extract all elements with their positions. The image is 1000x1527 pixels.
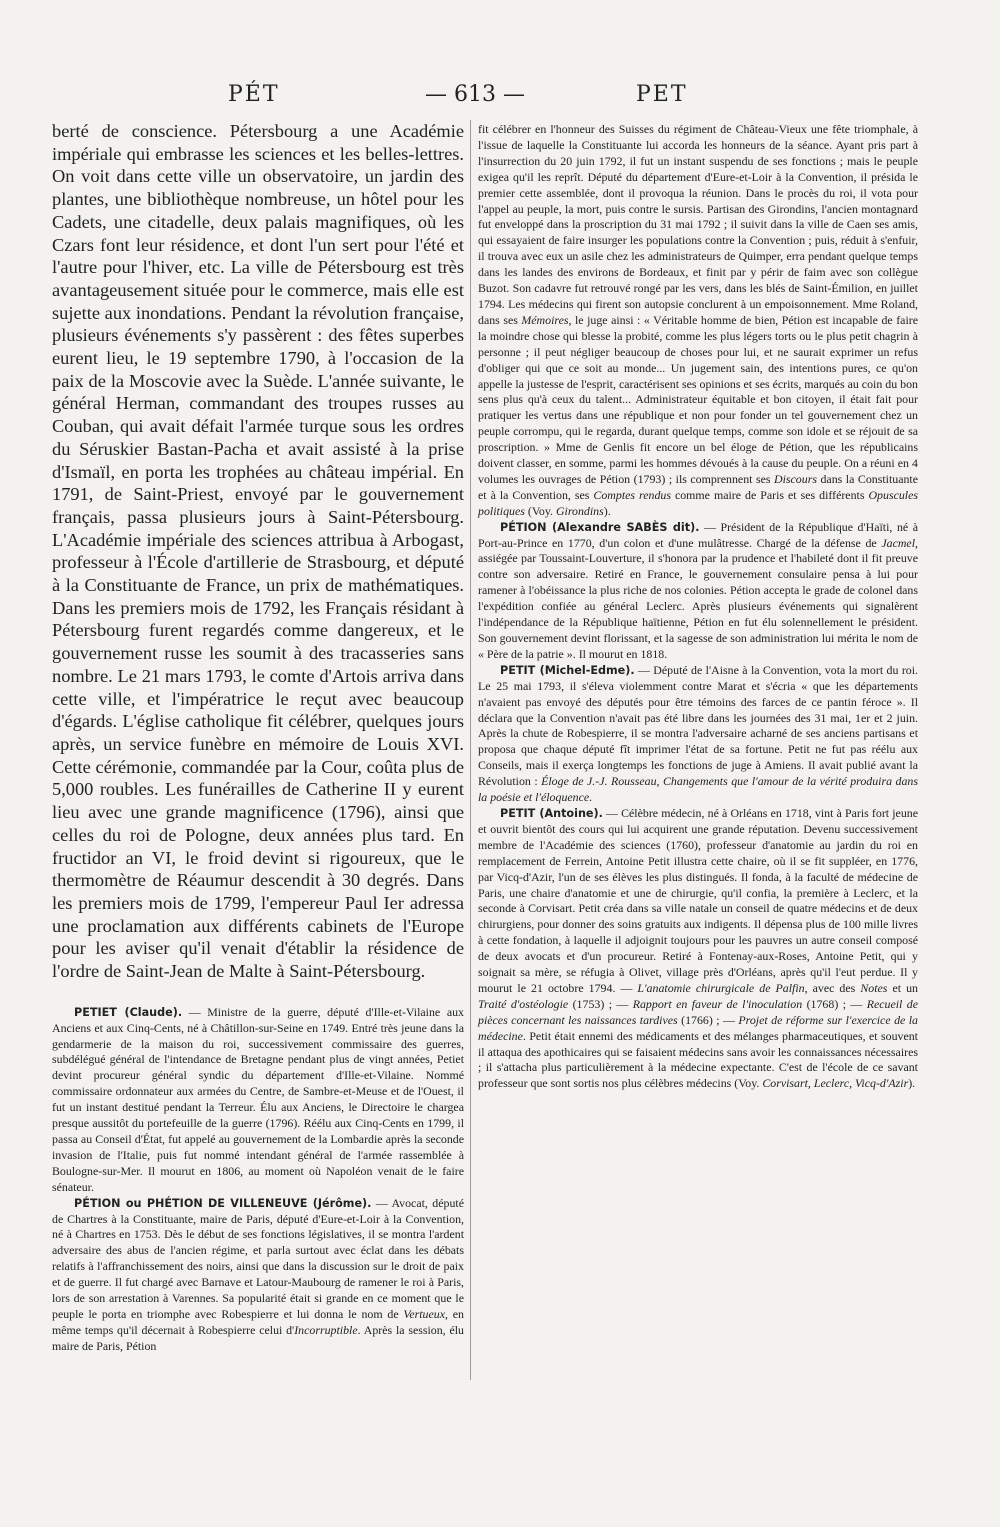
left-column [52, 120, 464, 1355]
petit2-text-f: (1766) ; — [677, 1012, 739, 1027]
entry-petion-text-c: . Après la session, élu maire de Paris, Pétion [52, 1322, 464, 1353]
petion-cont-b: , le juge ainsi : « Véritable homme de bien, Pétion est incapable de faire la moindre chose qui blesse la probité, comme les plus légers torts ou le plus petit chagrin à personne ; il peut négliger beaucoup de choses pour lui, et ne saurait exprimer un refus d'obliger qui que ce soit au monde... Un jugement sain, des intentions pures, ce qu'on appelle la justesse de l'esprit, caractérisent ses opinions et ses écrits, marqués au coin du bon sens plus qu'à ceux du talent... Administrateur équitable et bon citoyen, il était fait pour pratiquer les vertus dans une république et non pour fonder un tel gouvernement chez un peuple corrompu, qui le regarda, durant quelque temps, comme son idole et se réjouit de sa proscription. » Mme de Genlis fit encore un bel éloge de Pétion, que les républicains doivent classer, en somme, parmi les hommes dévoués à la cause du peuple. On a réuni en 4 volumes les ouvrages de Pétion (1793) ; ils comprennent ses [478, 312, 918, 486]
entry-petion-text: — Avocat, député de Chartres à la Constituante, maire de Paris, député d'Eure-et-Loir à la Convention, né à Chartres en 1753. Dès le début de ses fonctions législatives, il se montra l'ardent adversaire des abus de l'ancien régime, et parla surtout avec éclat dans les débats relatifs à l'affranchissement des noirs, ainsi que dans la discussion sur le droit de paix et de guerre. Il fut chargé avec Barnave et Latour-Maubourg de ramener le roi à Paris, lors de son arrestation à Varennes. Sa popularité était si grande en ce moment que le peuple le porta en triomphe avec Robespierre et lui donna le nom de [52, 1195, 464, 1321]
petit2-text-c: et un [887, 980, 919, 995]
entry-petion-continued [478, 122, 918, 520]
petit2-text-g: . Petit était ennemi des médicaments et des mélanges pharmaceutiques, et souvent il attaqua des apothicaires qui se faisaient médecins sans avoir les connaissances nécessaires ; il s'attacha plus particulièrement à la médecine expectante. C'est de l'école de ce savant professeur que sont sortis nos plus célèbres médecins (Voy. [478, 1028, 918, 1091]
headword-petion-sabes: PÉTION (Alexandre SABÈS dit). [500, 520, 700, 534]
right-column [478, 122, 918, 1092]
italic-vertueux: Vertueux [403, 1306, 446, 1321]
entry-petiet [52, 1005, 464, 1196]
petion2-text-a: — Président de la République d'Haïti, né à Port-au-Prince en 1770, d'un colon et d'une mulâtresse. Chargé de la défense de [478, 519, 918, 550]
petit2-text-b: , avec des [804, 980, 861, 995]
italic-comptes-rendus: Comptes rendus [593, 487, 671, 502]
italic-girondins: Girondins [555, 503, 604, 518]
running-header [0, 82, 1000, 112]
italic-recueil: Recueil de pièces concernant les naissances tardives [478, 996, 918, 1027]
entry-petion-text-b: , en même temps qu'il décernait à Robespierre celui d' [52, 1306, 464, 1337]
headword-petiet: PETIET (Claude). [74, 1005, 183, 1019]
petit2-text-h: ). [908, 1076, 916, 1091]
column-divider [470, 120, 471, 1380]
header-right-word: PET [636, 82, 688, 107]
italic-eloge: Éloge de J.-J. Rousseau, Changements que l'amour de la vérité produira dans la poésie et l'éloquence [478, 774, 918, 805]
entry-petit-michel [478, 663, 918, 806]
page-number: — 613 — [425, 82, 525, 107]
headword-petit-antoine: PETIT (Antoine). [500, 806, 603, 820]
italic-notes: Notes [860, 980, 888, 995]
header-left-word: PÉT [228, 82, 280, 107]
petion-cont-c: dans la Constituante et à la Convention, ses [478, 471, 918, 502]
entry-petion [52, 1196, 464, 1355]
italic-projet: Projet de réforme sur l'exercice de la médecine [478, 1012, 918, 1043]
italic-opuscules: Opuscules politiques [478, 487, 919, 518]
italic-anatomie: L'anatomie chirurgicale de Palfin [637, 980, 805, 995]
petion-cont-e: (Voy. [524, 503, 556, 518]
petit2-text-d: (1753) ; — [568, 996, 633, 1011]
petit2-text-e: (1768) ; — [802, 996, 867, 1011]
petion2-text-b: , assiégée par Toussaint-Louverture, il s'honora par la prudence et l'habileté dont il fit preuve contre son adversaire. Retiré en France, le gouvernement consulaire pensa à lui pour ramener à l'obéissance la plus riche de nos colonies. Pétion accepta le grade de colonel dans l'expédition confiée au général Leclerc. Après plusieurs événements qui signalèrent l'indépendance de la République haïtienne, Pétion en fut élu solennellement le président. Son gouvernement devint florissant, et la sagesse de son administration lui mérita le nom de « Père de la patrie ». Il mourut en 1818. [478, 535, 918, 661]
petion-cont-a: fit célébrer en l'honneur des Suisses du régiment de Château-Vieux une fête triomphale, à l'issue de laquelle la Constituante lui accorda les honneurs de la séance. Ayant pris part à l'insurrection du 20 juin 1792, il fut un instant suspendu de ses fonctions ; mais le peuple exigea qu'il les reprît. Député du département d'Eure-et-Loir à la Convention, il présida le premier cette assemblée, dont il provoqua la réunion. Dans le procès du roi, il vota pour l'appel au peuple, la mort, puis contre le sursis. Partisan des Girondins, l'ancien montagnard fut enveloppé dans la proscription du 31 mai 1792 ; il suivit dans la ville de Caen ses amis, qui essayaient de faire insurger les populations contre la Convention ; puis, réduit à s'enfuir, il trouva avec eux un asile chez les administrateurs de Quimper, erra pendant quelque temps dans les landes des environs de Bordeaux, et finit par y périr de faim avec son collègue Buzot. Son cadavre fut retrouvé rongé par les vers, dans les blés de Saint-Émilion, en juillet 1794. Les médecins qui firent son autopsie conclurent à un empoisonnement. Mme Roland, dans ses [478, 122, 918, 327]
left-entries [52, 1005, 464, 1355]
continuation-paragraph: berté de conscience. Pétersbourg a une Académie impériale qui embrasse les sciences et les belles-lettres. On voit dans cette ville un observatoire, un jardin des plantes, une bibliothèque nombreuse, un hôtel pour les Cadets, une citadelle, deux palais magnifiques, où les Czars font leur résidence, et dont l'un sert pour l'été et l'autre pour l'hiver, etc. La ville de Pétersbourg est très avantageusement située pour le commerce, mais elle est sujette aux inondations. Pendant la révolution française, plusieurs événements s'y passèrent : des fêtes superbes eurent lieu, le 19 septembre 1790, à l'occasion de la paix de la Moscovie avec la Suède. L'année suivante, le général Herman, commandant des troupes russes au Couban, qui avait défait l'armée turque sous les ordres du Séruskier Bastan-Pacha et avait assisté à la prise d'Ismaïl, en porta les trophées au château impérial. En 1791, de Saint-Priest, envoyé par le gouvernement français, passa plusieurs jours à Saint-Pétersbourg. L'Académie impériale des sciences attribua à Arbogast, professeur à l'École d'artillerie de Strasbourg, et député à la Constituante de France, un prix de mathématiques. Dans les premiers mois de 1792, les Français résidant à Pétersbourg furent regardés comme dangereux, et le gouvernement russe les soumit à des tracasseries sans nombre. Le 21 mars 1793, le comte d'Artois arriva dans cette ville, et l'impératrice le reçut avec beaucoup d'égards. L'église catholique fit célébrer, quelques jours après, un service funèbre en mémoire de Louis XVI. Cette cérémonie, commandée par la Cour, coûta plus de 5,000 roubles. Les funérailles de Catherine II y eurent lieu avec une grande magnificence (1796), ainsi que celles du roi de Pologne, deux années plus tard. En fructidor an VI, le froid devint si rigoureux, que le thermomètre de Réaumur descendit à 30 degrés. Dans les premiers mois de 1799, l'empereur Paul Ier adressa une proclamation aux différents cabinets de l'Europe pour les aviser qu'il venait d'établir la résidence de l'ordre de Saint-Jean de Malte à Saint-Pétersbourg. [52, 121, 464, 982]
italic-rapport: Rapport en faveur de l'inoculation [632, 996, 803, 1011]
petit2-text-a: — Célèbre médecin, né à Orléans en 1718, vint à Paris fort jeune et ouvrit bientôt des cours qui lui acquirent une grande réputation. Devenu successivement membre de l'Académie des sciences (1760), professeur d'anatomie au jardin du roi en remplacement de Ferrein, Antoine Petit illustra cette chaire, où il se fit suppléer, en 1776, par Vicq-d'Azir, l'un de ses élèves les plus distingués. Il fonda, à la faculté de médecine de Paris, une chaire d'anatomie et une de chirurgie, qu'il confia, la première à Leclerc, et la seconde à Corvisart. Petit créa dans sa ville natale un conseil de quatre médecins et de deux chirurgiens, pour donner des soins gratuits aux indigents. Il dépensa plus de 100 mille livres à cette fondation, à laquelle il adjoignit toujours pour les pauvres un autre conseil composé de deux avocats et d'un procureur. Retiré à Fontenay-aux-Roses, Antoine Petit, qui y soignait sa mère, se réfugia à Olivet, village près d'Orléans, après qu'il l'eut perdue. Il y mourut le 21 octobre 1794. — [478, 805, 918, 995]
entry-petit-antoine [478, 806, 918, 1092]
italic-discours: Discours [774, 471, 817, 486]
petion-cont-d: comme maire de Paris et ses différents [670, 487, 869, 502]
italic-jacmel: Jacmel [881, 535, 916, 550]
entry-petiet-text: — Ministre de la guerre, député d'Ille-et-Vilaine aux Anciens et aux Cinq-Cents, né à Châtillon-sur-Seine en 1749. Entré très jeune dans la gendarmerie de la maison du roi, successivement commissaire des guerres, subdélégué général de l'intendance de Bretagne pendant plus de vingt années, Petiet devint procureur général syndic du département d'Ille-et-Vilaine. Nommé commissaire ordonnateur aux armées du Centre, de Sambre-et-Meuse et de l'Ouest, il fut un instant destitué pendant la Terreur. Élu aux Anciens, le Directoire le chargea presque aussitôt du portefeuille de la guerre (1796). Réélu aux Cinq-Cents en 1799, il passa au Conseil d'État, fut appelé au gouvernement de la Lombardie après la seconde invasion de l'Italie, puis fut nommé intendant général de l'armée rassemblée à Boulogne-sur-Mer. Il mourut en 1806, au moment où Napoléon venait de le faire sénateur. [52, 1004, 465, 1194]
headword-petion: PÉTION ou PHÉTION DE VILLENEUVE (Jérôme). [74, 1196, 372, 1210]
petit-text-b: . [589, 790, 593, 805]
italic-memoires: Mémoires [521, 312, 569, 327]
petersbourg-continuation [52, 120, 464, 983]
italic-voy-names: Corvisart, Leclerc, Vicq-d'Azir [762, 1076, 909, 1091]
italic-osteologie: Traité d'ostéologie [478, 996, 569, 1011]
italic-incorruptible: Incorruptible [294, 1322, 358, 1337]
petion-cont-f: ). [603, 503, 611, 518]
petit-text-a: — Député de l'Aisne à la Convention, vota la mort du roi. Le 25 mai 1793, il s'éleva violemment contre Marat et s'écria « que les départements n'avaient pas envoyé des députés pour être témoins des farces de ce pantin féroce ». Il déclara que la Convention n'avait pas été libre dans les journées des 31 mai, 1er et 2 juin. Après la chute de Robespierre, il se montra l'adversaire acharné de ses anciens partisans et proposa que chaque député fît imprimer l'état de sa fortune. Petit ne fut pas réélu aux Conseils, mais il exerça longtemps les fonctions de juge à Amiens. Il avait publié avant la Révolution : [478, 662, 918, 789]
headword-petit-michel: PETIT (Michel-Edme). [500, 663, 635, 677]
entry-petion-sabes [478, 520, 918, 663]
